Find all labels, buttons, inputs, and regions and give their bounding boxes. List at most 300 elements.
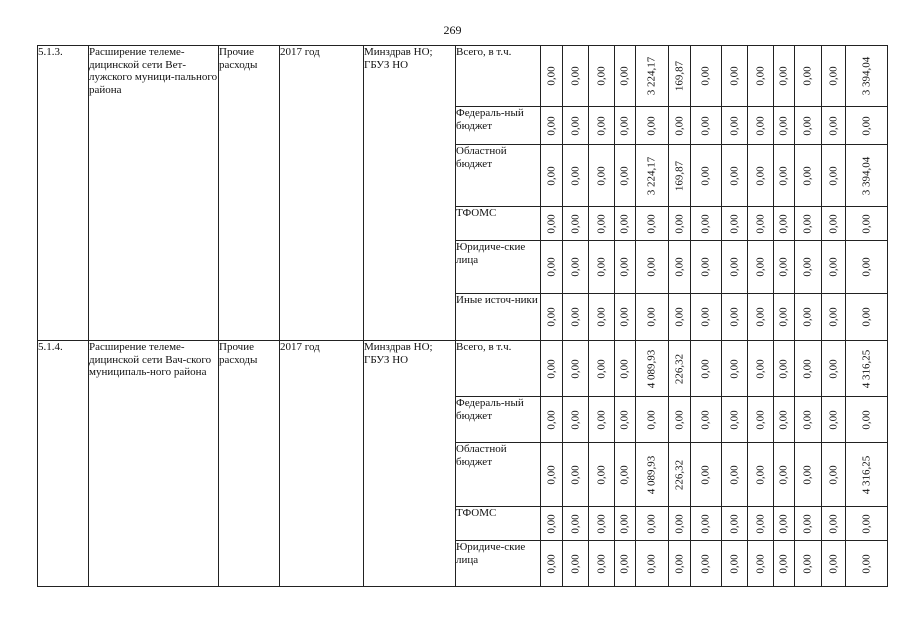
value-text: 0,00 [777, 213, 790, 234]
value-text: 0,00 [754, 409, 766, 430]
value-text: 0,00 [618, 464, 631, 485]
item-name: Расширение телеме-дицинской сети Вет-лужского муници-пального района [89, 46, 219, 341]
value-text: 0,00 [645, 553, 658, 574]
funding-source-label: Областной бюджет [456, 443, 541, 507]
value-text: 0,00 [699, 66, 712, 86]
value-text: 0,00 [699, 409, 712, 430]
value-text: 0,00 [595, 464, 607, 485]
value-cell [822, 294, 846, 341]
value-cell [636, 397, 669, 443]
value-cell [636, 46, 669, 107]
value-cell [563, 541, 589, 587]
value-text: 0,00 [618, 358, 631, 379]
value-cell [795, 107, 822, 145]
value-cell [795, 443, 822, 507]
budget-table [37, 45, 888, 587]
value-text: 0,00 [618, 409, 631, 430]
value-cell [748, 145, 774, 207]
value-cell [822, 207, 846, 241]
value-text: 0,00 [777, 307, 790, 327]
funding-source-label: Всего, в т.ч. [456, 46, 541, 107]
value-text: 0,00 [801, 307, 814, 327]
value-text: 0,00 [754, 66, 766, 86]
value-text: 0,00 [618, 213, 631, 234]
value-cell [589, 294, 615, 341]
value-text: 0,00 [618, 165, 631, 186]
value-cell [822, 397, 846, 443]
value-cell [589, 107, 615, 145]
page-number: 269 [443, 23, 462, 37]
value-text: 0,00 [728, 213, 740, 234]
value-cell [691, 46, 722, 107]
value-cell [774, 241, 795, 294]
value-cell [563, 294, 589, 341]
value-text: 0,00 [645, 257, 658, 277]
value-text: 0,00 [827, 409, 839, 430]
value-text: 0,00 [754, 358, 766, 379]
value-text: 0,00 [618, 513, 631, 534]
value-cell [822, 443, 846, 507]
value-cell [691, 341, 722, 397]
value-text: 0,00 [728, 464, 740, 485]
value-cell [722, 294, 748, 341]
value-cell [795, 207, 822, 241]
value-cell [691, 507, 722, 541]
value-text: 0,00 [728, 165, 740, 186]
value-cell [774, 294, 795, 341]
value-cell [774, 145, 795, 207]
value-text: 0,00 [673, 213, 685, 234]
value-text: 0,00 [699, 513, 712, 534]
value-cell [722, 241, 748, 294]
value-text: 0,00 [699, 307, 712, 327]
value-text: 4 089,93 [645, 455, 658, 494]
value-text: 0,00 [827, 513, 839, 534]
value-cell [774, 397, 795, 443]
value-text: 0,00 [618, 257, 631, 277]
value-text: 0,00 [827, 213, 839, 234]
value-cell [615, 107, 636, 145]
value-cell [636, 443, 669, 507]
value-text: 3 224,17 [645, 56, 658, 96]
value-text: 0,00 [699, 358, 712, 379]
value-text: 0,00 [777, 409, 790, 430]
value-cell [636, 145, 669, 207]
value-cell [589, 145, 615, 207]
funding-source-label: Федераль-ный бюджет [456, 397, 541, 443]
value-text: 0,00 [754, 307, 766, 327]
value-cell [615, 241, 636, 294]
item-executor: Минздрав НО; ГБУЗ НО [364, 341, 456, 587]
value-text: 0,00 [645, 513, 658, 534]
value-text: 4 316,25 [860, 455, 872, 494]
value-cell [541, 507, 563, 541]
value-text: 0,00 [569, 464, 581, 485]
value-text: 0,00 [545, 358, 557, 379]
value-text: 0,00 [801, 165, 814, 186]
value-cell [722, 507, 748, 541]
value-cell [822, 46, 846, 107]
value-cell [615, 341, 636, 397]
funding-source-label: Юридиче-ские лица [456, 241, 541, 294]
value-cell [748, 341, 774, 397]
value-text: 0,00 [618, 553, 631, 574]
value-text: 0,00 [860, 307, 872, 327]
value-cell [774, 541, 795, 587]
value-cell [541, 541, 563, 587]
value-cell [669, 207, 691, 241]
value-text: 0,00 [569, 358, 581, 379]
value-text: 0,00 [699, 213, 712, 234]
value-text: 0,00 [645, 307, 658, 327]
value-cell [669, 294, 691, 341]
value-cell [846, 541, 888, 587]
value-cell [748, 294, 774, 341]
value-text: 4 089,93 [645, 349, 658, 388]
value-cell [636, 341, 669, 397]
value-cell [722, 207, 748, 241]
value-text: 0,00 [754, 213, 766, 234]
value-cell [748, 46, 774, 107]
value-cell [563, 207, 589, 241]
value-cell [774, 46, 795, 107]
value-cell [589, 507, 615, 541]
value-cell [563, 241, 589, 294]
value-text: 0,00 [569, 513, 581, 534]
value-cell [541, 397, 563, 443]
value-text: 0,00 [801, 115, 814, 136]
value-cell [846, 397, 888, 443]
value-text: 0,00 [545, 115, 557, 136]
value-cell [615, 397, 636, 443]
value-cell [615, 541, 636, 587]
value-cell [795, 294, 822, 341]
value-text: 0,00 [777, 66, 790, 86]
expense-type: Прочие расходы [219, 46, 280, 341]
funding-source-label: Всего, в т.ч. [456, 341, 541, 397]
value-cell [615, 46, 636, 107]
value-text: 0,00 [860, 409, 872, 430]
value-text: 0,00 [545, 257, 557, 277]
value-text: 0,00 [618, 307, 631, 327]
value-cell [691, 443, 722, 507]
value-text: 0,00 [595, 513, 607, 534]
value-text: 0,00 [673, 553, 685, 574]
value-cell [563, 107, 589, 145]
value-cell [846, 507, 888, 541]
value-text: 0,00 [645, 409, 658, 430]
value-cell [563, 145, 589, 207]
value-cell [691, 294, 722, 341]
value-text: 0,00 [673, 307, 685, 327]
value-cell [615, 294, 636, 341]
value-cell [691, 541, 722, 587]
value-text: 0,00 [827, 257, 839, 277]
value-text: 0,00 [754, 464, 766, 485]
value-cell [722, 341, 748, 397]
value-text: 0,00 [827, 464, 839, 485]
value-text: 0,00 [545, 165, 557, 186]
value-cell [669, 107, 691, 145]
value-text: 0,00 [801, 409, 814, 430]
value-cell [822, 107, 846, 145]
value-cell [541, 443, 563, 507]
value-text: 0,00 [569, 307, 581, 327]
value-cell [722, 443, 748, 507]
value-cell [691, 145, 722, 207]
value-text: 0,00 [699, 165, 712, 186]
value-text: 0,00 [728, 553, 740, 574]
value-cell [795, 541, 822, 587]
value-cell [691, 107, 722, 145]
value-cell [774, 107, 795, 145]
value-cell [636, 541, 669, 587]
value-cell [636, 294, 669, 341]
value-text: 0,00 [545, 66, 557, 86]
value-text: 0,00 [569, 553, 581, 574]
value-text: 0,00 [728, 66, 740, 86]
value-cell [541, 341, 563, 397]
value-cell [846, 207, 888, 241]
value-text: 0,00 [754, 553, 766, 574]
value-cell [748, 443, 774, 507]
value-cell [691, 207, 722, 241]
value-cell [636, 107, 669, 145]
item-code: 5.1.3. [38, 46, 89, 341]
value-text: 226,32 [673, 459, 685, 490]
value-cell [795, 145, 822, 207]
value-text: 3 394,04 [860, 156, 872, 195]
value-text: 0,00 [595, 257, 607, 277]
value-cell [615, 443, 636, 507]
value-text: 0,00 [545, 513, 557, 534]
value-text: 226,32 [673, 353, 685, 384]
value-text: 0,00 [801, 257, 814, 277]
value-text: 0,00 [777, 115, 790, 136]
value-cell [822, 507, 846, 541]
value-text: 0,00 [728, 115, 740, 136]
value-cell [563, 397, 589, 443]
value-text: 0,00 [595, 115, 607, 136]
value-cell [748, 207, 774, 241]
value-text: 0,00 [645, 213, 658, 234]
value-cell [589, 443, 615, 507]
value-cell [722, 541, 748, 587]
value-text: 0,00 [645, 115, 658, 136]
value-cell [722, 397, 748, 443]
value-cell [563, 46, 589, 107]
value-text: 0,00 [754, 165, 766, 186]
value-text: 0,00 [569, 257, 581, 277]
funding-source-label: ТФОМС [456, 207, 541, 241]
value-cell [846, 46, 888, 107]
value-text: 0,00 [618, 115, 631, 136]
value-text: 0,00 [860, 115, 872, 136]
value-text: 3 224,17 [645, 156, 658, 195]
value-cell [846, 341, 888, 397]
value-text: 0,00 [545, 409, 557, 430]
value-cell [846, 241, 888, 294]
value-cell [722, 145, 748, 207]
value-cell [748, 541, 774, 587]
value-cell [563, 443, 589, 507]
value-text: 0,00 [754, 257, 766, 277]
value-text: 0,00 [860, 213, 872, 234]
value-cell [589, 397, 615, 443]
value-cell [669, 145, 691, 207]
table-body [38, 46, 888, 587]
value-text: 0,00 [754, 115, 766, 136]
value-text: 3 394,04 [860, 56, 872, 96]
value-cell [846, 443, 888, 507]
value-cell [774, 443, 795, 507]
value-cell [669, 46, 691, 107]
value-text: 0,00 [801, 513, 814, 534]
value-cell [795, 397, 822, 443]
value-cell [669, 341, 691, 397]
value-text: 0,00 [545, 553, 557, 574]
value-text: 4 316,25 [860, 349, 872, 388]
value-cell [563, 507, 589, 541]
value-cell [846, 294, 888, 341]
table-row [38, 46, 888, 107]
value-text: 0,00 [777, 358, 790, 379]
value-cell [748, 397, 774, 443]
value-cell [822, 541, 846, 587]
value-cell [795, 241, 822, 294]
value-text: 0,00 [699, 464, 712, 485]
value-cell [691, 241, 722, 294]
value-text: 169,87 [673, 160, 685, 191]
value-text: 0,00 [595, 409, 607, 430]
value-cell [636, 241, 669, 294]
funding-source-label: ТФОМС [456, 507, 541, 541]
value-text: 169,87 [673, 60, 685, 92]
value-text: 0,00 [673, 513, 685, 534]
value-text: 0,00 [860, 257, 872, 277]
value-cell [636, 207, 669, 241]
value-cell [541, 46, 563, 107]
value-text: 0,00 [673, 409, 685, 430]
value-text: 0,00 [595, 66, 607, 86]
value-text: 0,00 [728, 257, 740, 277]
value-cell [541, 241, 563, 294]
value-text: 0,00 [673, 257, 685, 277]
value-cell [669, 397, 691, 443]
item-name: Расширение телеме-дицинской сети Вач-ского муниципаль-ного района [89, 341, 219, 587]
value-cell [563, 341, 589, 397]
value-text: 0,00 [673, 115, 685, 136]
value-cell [589, 46, 615, 107]
value-cell [541, 294, 563, 341]
value-text: 0,00 [777, 553, 790, 574]
value-text: 0,00 [728, 409, 740, 430]
value-cell [822, 341, 846, 397]
funding-source-label: Иные источ-ники [456, 294, 541, 341]
value-cell [541, 207, 563, 241]
table-row [38, 341, 888, 397]
value-text: 0,00 [777, 257, 790, 277]
value-cell [795, 46, 822, 107]
value-cell [846, 145, 888, 207]
value-text: 0,00 [827, 66, 839, 86]
value-cell [615, 207, 636, 241]
value-cell [795, 341, 822, 397]
item-executor: Минздрав НО; ГБУЗ НО [364, 46, 456, 341]
value-text: 0,00 [801, 213, 814, 234]
value-cell [589, 241, 615, 294]
item-code: 5.1.4. [38, 341, 89, 587]
value-cell [615, 145, 636, 207]
value-cell [722, 46, 748, 107]
value-text: 0,00 [595, 553, 607, 574]
value-cell [589, 207, 615, 241]
value-text: 0,00 [569, 213, 581, 234]
value-cell [615, 507, 636, 541]
value-cell [669, 443, 691, 507]
value-cell [669, 541, 691, 587]
value-cell [541, 145, 563, 207]
value-cell [669, 507, 691, 541]
value-text: 0,00 [801, 66, 814, 86]
value-cell [795, 507, 822, 541]
value-text: 0,00 [699, 257, 712, 277]
value-text: 0,00 [595, 307, 607, 327]
value-cell [722, 107, 748, 145]
value-text: 0,00 [595, 213, 607, 234]
value-text: 0,00 [827, 115, 839, 136]
value-text: 0,00 [595, 165, 607, 186]
value-text: 0,00 [860, 553, 872, 574]
value-text: 0,00 [827, 553, 839, 574]
value-text: 0,00 [728, 513, 740, 534]
value-text: 0,00 [777, 165, 790, 186]
value-text: 0,00 [569, 165, 581, 186]
value-cell [748, 507, 774, 541]
value-text: 0,00 [777, 513, 790, 534]
value-text: 0,00 [728, 358, 740, 379]
value-cell [636, 507, 669, 541]
value-cell [669, 241, 691, 294]
value-cell [748, 107, 774, 145]
funding-source-label: Федераль-ный бюджет [456, 107, 541, 145]
value-text: 0,00 [545, 213, 557, 234]
value-text: 0,00 [699, 115, 712, 136]
value-text: 0,00 [569, 115, 581, 136]
value-cell [774, 207, 795, 241]
value-text: 0,00 [569, 66, 581, 86]
value-text: 0,00 [801, 553, 814, 574]
value-cell [822, 241, 846, 294]
value-text: 0,00 [860, 513, 872, 534]
value-text: 0,00 [801, 358, 814, 379]
value-text: 0,00 [595, 358, 607, 379]
funding-source-label: Юридиче-ские лица [456, 541, 541, 587]
value-text: 0,00 [618, 66, 631, 86]
value-text: 0,00 [545, 464, 557, 485]
value-text: 0,00 [569, 409, 581, 430]
value-cell [589, 341, 615, 397]
value-cell [774, 341, 795, 397]
value-text: 0,00 [777, 464, 790, 485]
item-period: 2017 год [280, 46, 364, 341]
value-text: 0,00 [827, 358, 839, 379]
value-cell [589, 541, 615, 587]
value-text: 0,00 [699, 553, 712, 574]
value-text: 0,00 [728, 307, 740, 327]
expense-type: Прочие расходы [219, 341, 280, 587]
value-cell [541, 107, 563, 145]
